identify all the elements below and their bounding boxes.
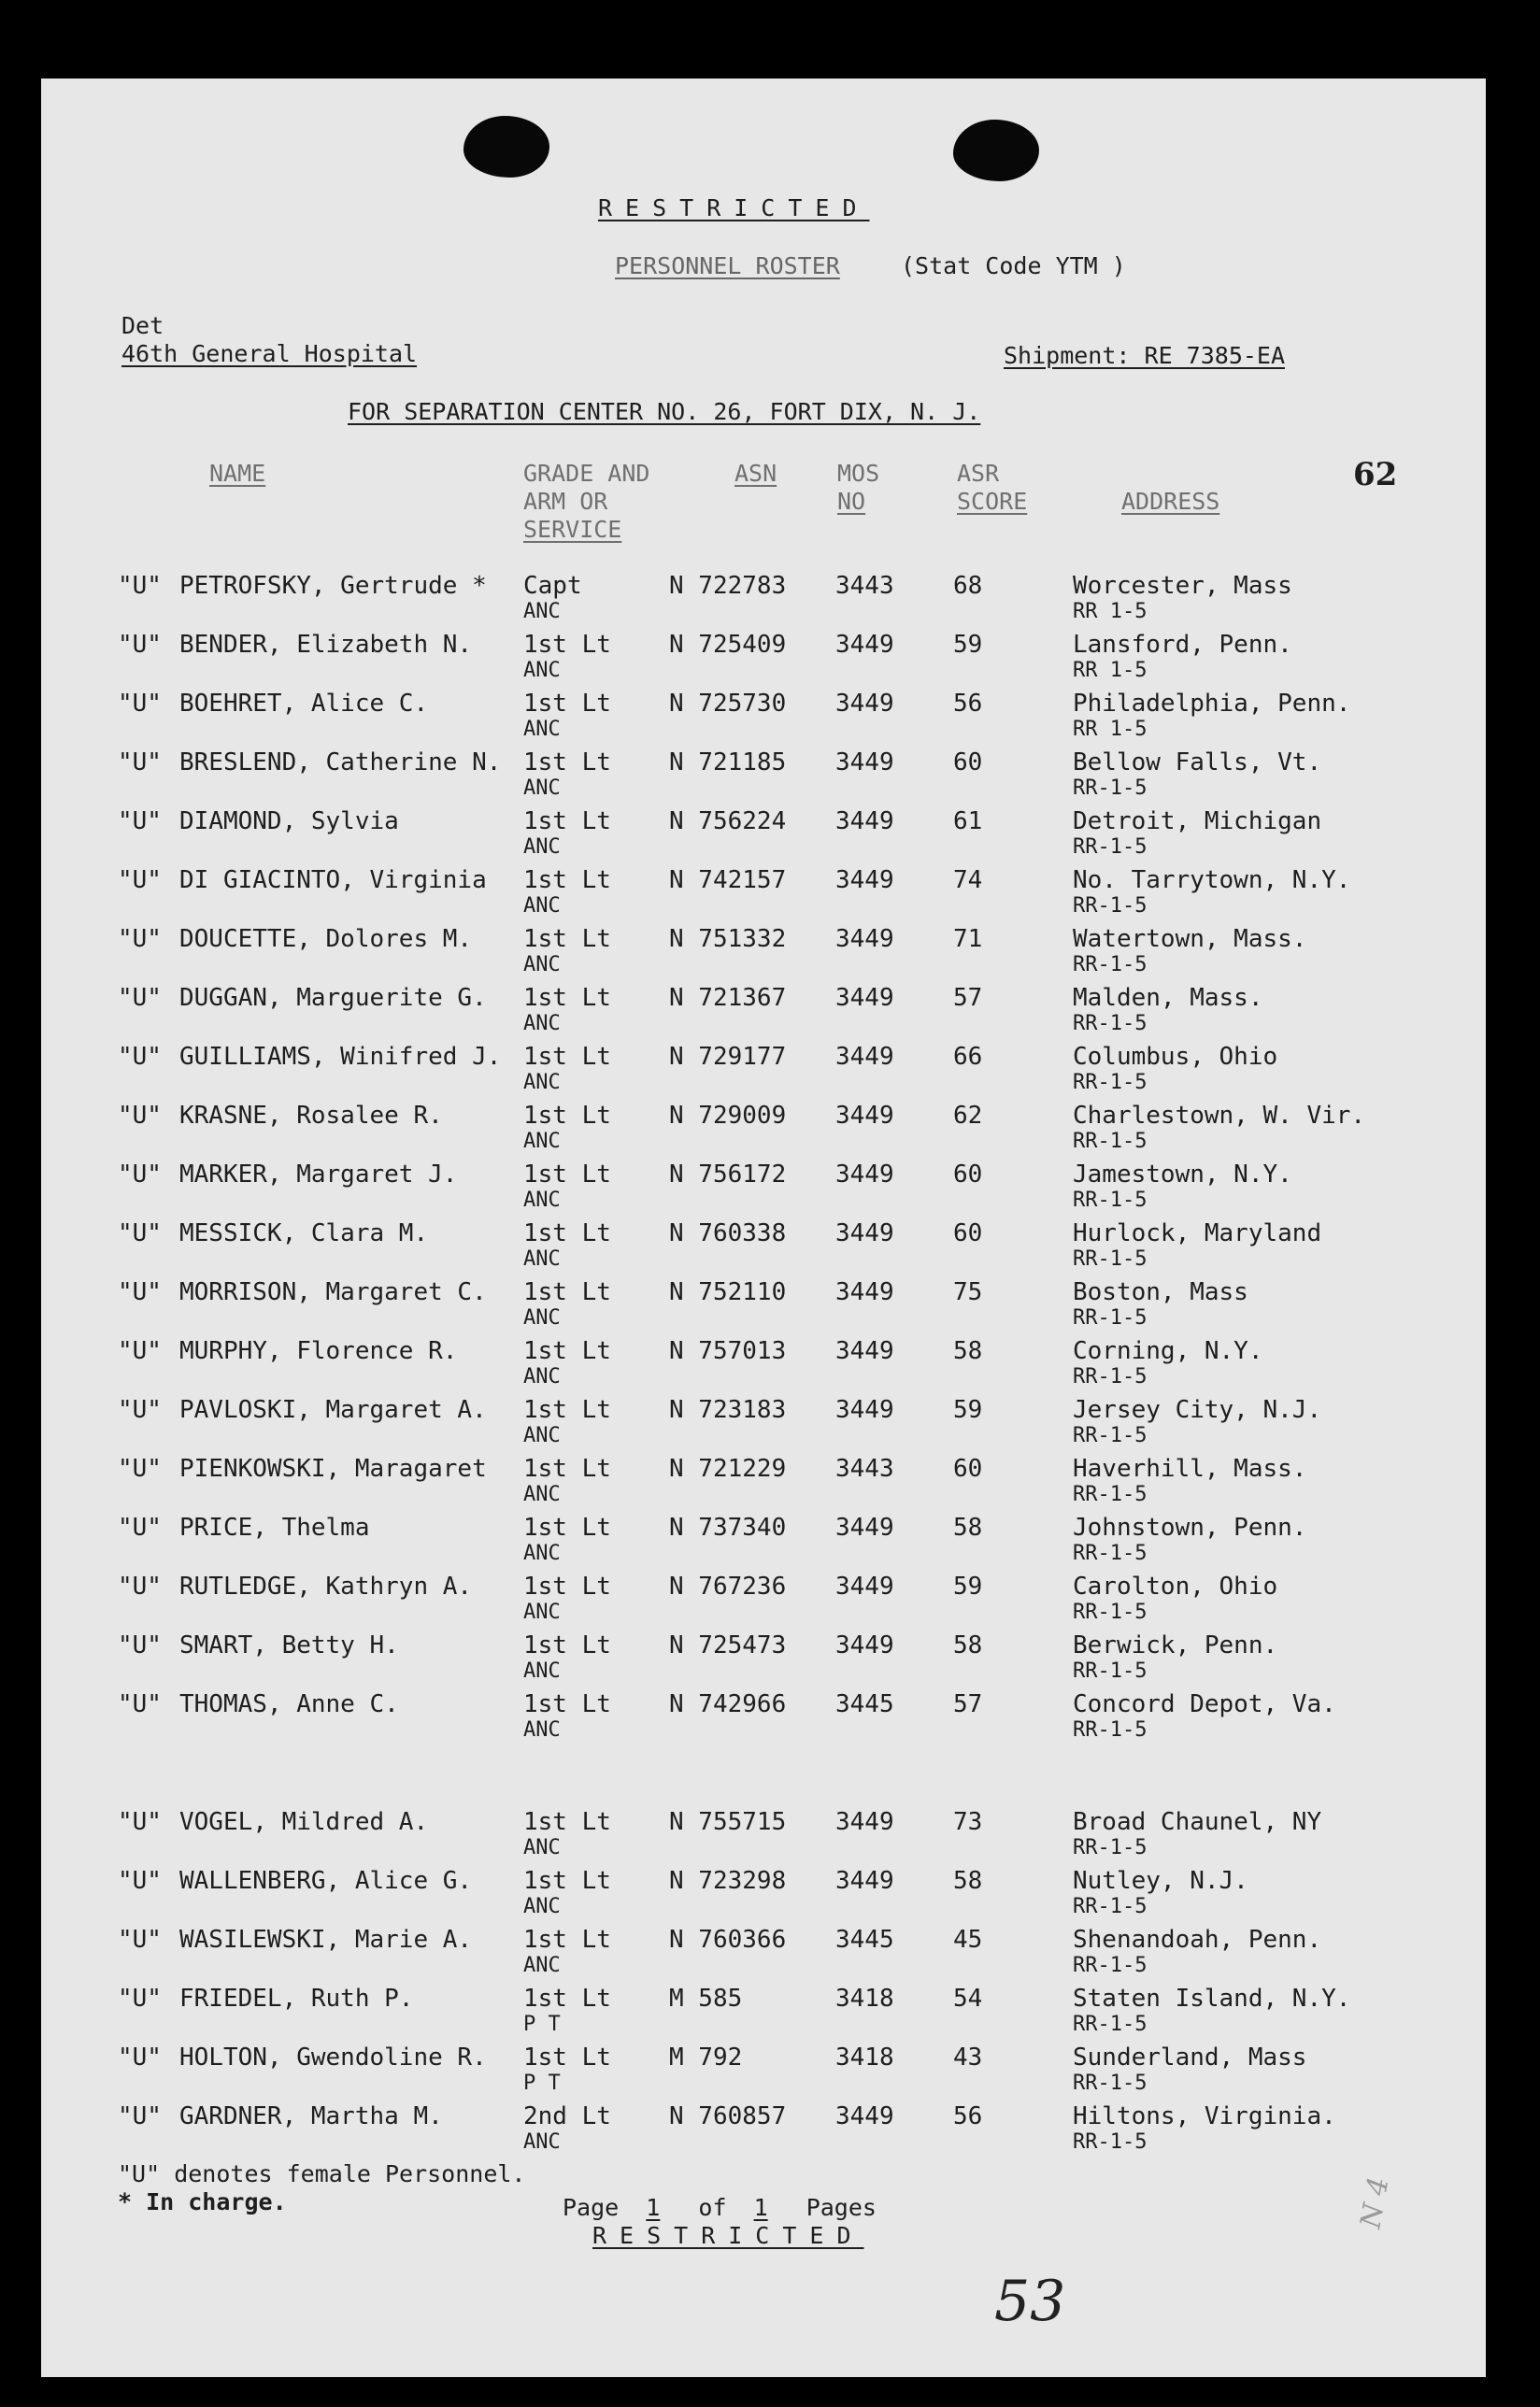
officer-address: Worcester, Mass (1073, 572, 1292, 600)
table-row (41, 1161, 1486, 1220)
officer-grade: Capt (523, 572, 582, 600)
officer-asn: N 767236 (669, 1573, 787, 1601)
officer-service: ANC (523, 1718, 561, 1742)
officer-name: RUTLEDGE, Kathryn A. (179, 1573, 473, 1601)
officer-asn: N 760366 (669, 1926, 787, 1954)
officer-service: ANC (523, 2130, 561, 2154)
row-flag: "U" (118, 1867, 162, 1895)
officer-asr-score: 58 (953, 1867, 983, 1895)
table-row (41, 1985, 1486, 2044)
page-indicator (563, 2194, 877, 2221)
officer-service: ANC (523, 659, 561, 682)
column-header-score: SCORE (957, 488, 1028, 515)
officer-asr-score: 57 (953, 984, 983, 1012)
officer-service: ANC (523, 835, 561, 859)
column-header-mos-no: NO (837, 488, 866, 515)
officer-rr-code: RR-1-5 (1073, 835, 1148, 859)
officer-mos: 3449 (835, 1102, 894, 1130)
row-flag: "U" (118, 1985, 162, 2013)
row-flag: "U" (118, 1514, 162, 1542)
officer-rr-code: RR-1-5 (1073, 776, 1148, 800)
pages-label: Pages (806, 2194, 877, 2221)
officer-service: ANC (523, 1012, 561, 1035)
officer-mos: 3449 (835, 1573, 894, 1601)
officer-grade: 1st Lt (523, 1396, 611, 1424)
roster-title: PERSONNEL ROSTER (615, 252, 840, 279)
officer-mos: 3449 (835, 1631, 894, 1659)
table-row (41, 1278, 1486, 1338)
officer-address: Haverhill, Mass. (1073, 1455, 1307, 1483)
officer-mos: 3443 (835, 1455, 894, 1483)
officer-asn: N 729009 (669, 1102, 787, 1130)
officer-mos: 3418 (835, 1985, 894, 2013)
page-total: 1 (753, 2194, 768, 2221)
officer-asn: N 723298 (669, 1867, 787, 1895)
column-header-address: ADDRESS (1121, 488, 1220, 515)
officer-address: No. Tarrytown, N.Y. (1073, 866, 1351, 894)
officer-service: ANC (523, 1483, 561, 1506)
row-flag: "U" (118, 1043, 162, 1071)
officer-address: Berwick, Penn. (1073, 1631, 1278, 1659)
officer-asr-score: 45 (953, 1926, 983, 1954)
row-flag: "U" (118, 1573, 162, 1601)
table-row (41, 807, 1486, 867)
stat-code: (Stat Code YTM ) (901, 252, 1126, 279)
officer-asn: M 792 (669, 2044, 743, 2072)
row-flag: "U" (118, 690, 162, 718)
table-row (41, 984, 1486, 1044)
officer-asn: N 752110 (669, 1278, 787, 1306)
officer-rr-code: RR-1-5 (1073, 953, 1148, 976)
row-flag: "U" (118, 631, 162, 659)
officer-grade: 1st Lt (523, 807, 611, 835)
page-stamp-number: 62 (1353, 456, 1398, 493)
table-row (41, 1455, 1486, 1515)
table-row (41, 1690, 1486, 1750)
officer-asr-score: 68 (953, 572, 983, 600)
officer-name: KRASNE, Rosalee R. (179, 1102, 443, 1130)
officer-grade: 1st Lt (523, 1808, 611, 1836)
officer-address: Hiltons, Virginia. (1073, 2102, 1336, 2130)
officer-address: Malden, Mass. (1073, 984, 1263, 1012)
officer-address: Carolton, Ohio (1073, 1573, 1278, 1601)
officer-rr-code: RR 1-5 (1073, 659, 1148, 682)
officer-mos: 3449 (835, 1396, 894, 1424)
officer-grade: 1st Lt (523, 1337, 611, 1365)
officer-grade: 1st Lt (523, 1161, 611, 1189)
officer-service: P T (523, 2072, 561, 2095)
officer-rr-code: RR-1-5 (1073, 894, 1148, 918)
table-row (41, 866, 1486, 926)
officer-address: Staten Island, N.Y. (1073, 1985, 1351, 2013)
officer-name: MORRISON, Margaret C. (179, 1278, 487, 1306)
shipment-number: Shipment: RE 7385-EA (1004, 342, 1286, 369)
officer-name: BRESLEND, Catherine N. (179, 748, 502, 776)
officer-mos: 3449 (835, 1219, 894, 1247)
officer-rr-code: RR 1-5 (1073, 600, 1148, 623)
officer-name: BENDER, Elizabeth N. (179, 631, 473, 659)
officer-asr-score: 60 (953, 1161, 983, 1189)
officer-name: HOLTON, Gwendoline R. (179, 2044, 487, 2072)
column-header-mos: MOS (837, 460, 880, 487)
officer-service: ANC (523, 718, 561, 741)
officer-grade: 1st Lt (523, 984, 611, 1012)
row-flag: "U" (118, 2044, 162, 2072)
officer-rr-code: RR-1-5 (1073, 1424, 1148, 1447)
officer-mos: 3449 (835, 807, 894, 835)
officer-name: VOGEL, Mildred A. (179, 1808, 429, 1836)
officer-asr-score: 59 (953, 1573, 983, 1601)
officer-asr-score: 66 (953, 1043, 983, 1071)
column-header-asn: ASN (734, 460, 777, 487)
officer-rr-code: RR-1-5 (1073, 1189, 1148, 1212)
officer-asn: N 756172 (669, 1161, 787, 1189)
row-flag: "U" (118, 866, 162, 894)
officer-rr-code: RR 1-5 (1073, 718, 1148, 741)
officer-asn: N 722783 (669, 572, 787, 600)
officer-address: Detroit, Michigan (1073, 807, 1322, 835)
officer-asn: N 751332 (669, 925, 787, 953)
officer-asr-score: 43 (953, 2044, 983, 2072)
officer-mos: 3418 (835, 2044, 894, 2072)
row-flag: "U" (118, 1808, 162, 1836)
officer-service: ANC (523, 894, 561, 918)
officer-asn: N 721367 (669, 984, 787, 1012)
officer-grade: 1st Lt (523, 631, 611, 659)
officer-rr-code: RR-1-5 (1073, 1483, 1148, 1506)
officer-grade: 2nd Lt (523, 2102, 611, 2130)
column-header-arm: ARM OR (523, 488, 608, 515)
officer-grade: 1st Lt (523, 866, 611, 894)
officer-name: DUGGAN, Marguerite G. (179, 984, 487, 1012)
officer-address: Corning, N.Y. (1073, 1337, 1263, 1365)
officer-grade: 1st Lt (523, 925, 611, 953)
officer-rr-code: RR-1-5 (1073, 1306, 1148, 1330)
officer-mos: 3449 (835, 1337, 894, 1365)
officer-rr-code: RR-1-5 (1073, 1130, 1148, 1153)
column-header-grade: GRADE AND (523, 460, 650, 487)
row-flag: "U" (118, 1396, 162, 1424)
officer-address: Philadelphia, Penn. (1073, 690, 1351, 718)
row-flag: "U" (118, 1219, 162, 1247)
officer-mos: 3449 (835, 1161, 894, 1189)
officer-asr-score: 56 (953, 2102, 983, 2130)
officer-asr-score: 58 (953, 1514, 983, 1542)
officer-service: ANC (523, 1130, 561, 1153)
officer-name: MESSICK, Clara M. (179, 1219, 429, 1247)
officer-service: ANC (523, 1189, 561, 1212)
officer-address: Jersey City, N.J. (1073, 1396, 1322, 1424)
officer-mos: 3449 (835, 866, 894, 894)
document-page (41, 78, 1486, 2377)
officer-mos: 3449 (835, 1043, 894, 1071)
officer-mos: 3449 (835, 1867, 894, 1895)
table-row (41, 1219, 1486, 1279)
classification-footer: RESTRICTED (592, 2222, 864, 2249)
officer-address: Shenandoah, Penn. (1073, 1926, 1322, 1954)
row-flag: "U" (118, 572, 162, 600)
table-row (41, 1043, 1486, 1103)
table-row (41, 748, 1486, 808)
officer-name: DI GIACINTO, Virginia (179, 866, 487, 894)
officer-address: Watertown, Mass. (1073, 925, 1307, 953)
officer-asr-score: 75 (953, 1278, 983, 1306)
officer-service: ANC (523, 1542, 561, 1565)
officer-rr-code: RR-1-5 (1073, 2072, 1148, 2095)
officer-name: PRICE, Thelma (179, 1514, 370, 1542)
officer-asr-score: 54 (953, 1985, 983, 2013)
officer-name: MARKER, Margaret J. (179, 1161, 458, 1189)
officer-rr-code: RR-1-5 (1073, 1836, 1148, 1859)
page-label: Page (563, 2194, 620, 2221)
officer-address: Johnstown, Penn. (1073, 1514, 1307, 1542)
officer-grade: 1st Lt (523, 1573, 611, 1601)
table-row (41, 1337, 1486, 1397)
officer-asr-score: 60 (953, 1455, 983, 1483)
officer-asn: N 725409 (669, 631, 787, 659)
officer-address: Sunderland, Mass (1073, 2044, 1307, 2072)
officer-service: ANC (523, 1424, 561, 1447)
officer-asr-score: 59 (953, 631, 983, 659)
officer-mos: 3449 (835, 748, 894, 776)
officer-address: Charlestown, W. Vir. (1073, 1102, 1366, 1130)
officer-service: ANC (523, 776, 561, 800)
officer-name: WALLENBERG, Alice G. (179, 1867, 473, 1895)
officer-address: Concord Depot, Va. (1073, 1690, 1336, 1718)
table-row (41, 572, 1486, 632)
table-row (41, 1867, 1486, 1927)
officer-asr-score: 61 (953, 807, 983, 835)
officer-asr-score: 58 (953, 1631, 983, 1659)
officer-grade: 1st Lt (523, 1043, 611, 1071)
officer-grade: 1st Lt (523, 748, 611, 776)
officer-rr-code: RR-1-5 (1073, 1365, 1148, 1389)
row-flag: "U" (118, 1926, 162, 1954)
row-flag: "U" (118, 1690, 162, 1718)
officer-service: ANC (523, 600, 561, 623)
row-flag: "U" (118, 807, 162, 835)
unit-line1: Det (121, 312, 164, 339)
officer-rr-code: RR-1-5 (1073, 1247, 1148, 1271)
row-flag: "U" (118, 748, 162, 776)
officer-service: ANC (523, 1954, 561, 1977)
officer-name: DOUCETTE, Dolores M. (179, 925, 473, 953)
officer-mos: 3449 (835, 984, 894, 1012)
destination-line: FOR SEPARATION CENTER NO. 26, FORT DIX, N. J. (348, 398, 981, 425)
officer-name: MURPHY, Florence R. (179, 1337, 458, 1365)
table-row (41, 1102, 1486, 1161)
officer-grade: 1st Lt (523, 1690, 611, 1718)
officer-grade: 1st Lt (523, 1455, 611, 1483)
officer-rr-code: RR-1-5 (1073, 1954, 1148, 1977)
officer-asn: N 755715 (669, 1808, 787, 1836)
officer-name: PAVLOSKI, Margaret A. (179, 1396, 487, 1424)
officer-mos: 3449 (835, 1514, 894, 1542)
officer-address: Bellow Falls, Vt. (1073, 748, 1322, 776)
officer-mos: 3449 (835, 1278, 894, 1306)
of-label: of (698, 2194, 727, 2221)
officer-asr-score: 56 (953, 690, 983, 718)
officer-address: Columbus, Ohio (1073, 1043, 1278, 1071)
officer-asr-score: 74 (953, 866, 983, 894)
row-flag: "U" (118, 1337, 162, 1365)
officer-asn: N 737340 (669, 1514, 787, 1542)
officer-grade: 1st Lt (523, 1926, 611, 1954)
officer-asn: N 760338 (669, 1219, 787, 1247)
officer-rr-code: RR-1-5 (1073, 1895, 1148, 1918)
officer-service: ANC (523, 1659, 561, 1683)
officer-address: Broad Chaunel, NY (1073, 1808, 1322, 1836)
officer-grade: 1st Lt (523, 1278, 611, 1306)
officer-name: SMART, Betty H. (179, 1631, 399, 1659)
officer-grade: 1st Lt (523, 2044, 611, 2072)
officer-name: THOMAS, Anne C. (179, 1690, 399, 1718)
officer-asn: M 585 (669, 1985, 743, 2013)
officer-asn: N 725730 (669, 690, 787, 718)
officer-grade: 1st Lt (523, 1985, 611, 2013)
officer-name: WASILEWSKI, Marie A. (179, 1926, 473, 1954)
table-row (41, 2102, 1486, 2162)
officer-address: Nutley, N.J. (1073, 1867, 1248, 1895)
officer-mos: 3445 (835, 1690, 894, 1718)
row-flag: "U" (118, 2102, 162, 2130)
officer-rr-code: RR-1-5 (1073, 1012, 1148, 1035)
officer-mos: 3445 (835, 1926, 894, 1954)
handwritten-number: 53 (994, 2269, 1066, 2334)
officer-rr-code: RR-1-5 (1073, 1659, 1148, 1683)
officer-mos: 3449 (835, 690, 894, 718)
row-flag: "U" (118, 1631, 162, 1659)
officer-grade: 1st Lt (523, 1102, 611, 1130)
officer-name: GUILLIAMS, Winifred J. (179, 1043, 502, 1071)
table-row (41, 1514, 1486, 1574)
officer-mos: 3449 (835, 925, 894, 953)
punch-hole (463, 116, 549, 178)
classification-header: RESTRICTED (598, 194, 870, 221)
page-number: 1 (646, 2194, 661, 2221)
margin-pencil-mark: N 4 (1354, 2174, 1396, 2231)
officer-address: Lansford, Penn. (1073, 631, 1292, 659)
officer-asn: N 721229 (669, 1455, 787, 1483)
officer-asn: N 757013 (669, 1337, 787, 1365)
officer-service: ANC (523, 1895, 561, 1918)
officer-asr-score: 71 (953, 925, 983, 953)
row-flag: "U" (118, 984, 162, 1012)
officer-service: ANC (523, 1247, 561, 1271)
unit-name: 46th General Hospital (121, 340, 418, 367)
officer-grade: 1st Lt (523, 1219, 611, 1247)
officer-asn: N 760857 (669, 2102, 787, 2130)
row-flag: "U" (118, 1161, 162, 1189)
row-flag: "U" (118, 1102, 162, 1130)
officer-name: BOEHRET, Alice C. (179, 690, 429, 718)
table-row (41, 1926, 1486, 1986)
officer-service: ANC (523, 1306, 561, 1330)
officer-name: GARDNER, Martha M. (179, 2102, 443, 2130)
officer-rr-code: RR-1-5 (1073, 2130, 1148, 2154)
column-header-name: NAME (209, 460, 266, 487)
officer-mos: 3443 (835, 572, 894, 600)
column-header-asr: ASR (957, 460, 1000, 487)
officer-service: ANC (523, 1836, 561, 1859)
table-row (41, 1631, 1486, 1691)
officer-grade: 1st Lt (523, 690, 611, 718)
officer-name: PIENKOWSKI, Maragaret (179, 1455, 487, 1483)
table-row (41, 1808, 1486, 1868)
officer-service: ANC (523, 953, 561, 976)
officer-rr-code: RR-1-5 (1073, 2013, 1148, 2036)
officer-asn: N 721185 (669, 748, 787, 776)
table-row (41, 1573, 1486, 1632)
table-row (41, 925, 1486, 985)
officer-asn: N 723183 (669, 1396, 787, 1424)
officer-grade: 1st Lt (523, 1867, 611, 1895)
officer-asr-score: 59 (953, 1396, 983, 1424)
column-header-service: SERVICE (523, 516, 622, 543)
officer-asn: N 742966 (669, 1690, 787, 1718)
officer-rr-code: RR-1-5 (1073, 1718, 1148, 1742)
officer-grade: 1st Lt (523, 1631, 611, 1659)
officer-mos: 3449 (835, 2102, 894, 2130)
row-flag: "U" (118, 1278, 162, 1306)
table-row (41, 2044, 1486, 2103)
officer-rr-code: RR-1-5 (1073, 1542, 1148, 1565)
officer-asn: N 756224 (669, 807, 787, 835)
officer-rr-code: RR-1-5 (1073, 1071, 1148, 1094)
officer-mos: 3449 (835, 1808, 894, 1836)
officer-address: Jamestown, N.Y. (1073, 1161, 1292, 1189)
officer-asn: N 725473 (669, 1631, 787, 1659)
punch-hole (953, 120, 1039, 181)
officer-asr-score: 62 (953, 1102, 983, 1130)
officer-name: FRIEDEL, Ruth P. (179, 1985, 414, 2013)
officer-service: ANC (523, 1071, 561, 1094)
row-flag: "U" (118, 925, 162, 953)
officer-rr-code: RR-1-5 (1073, 1601, 1148, 1624)
officer-grade: 1st Lt (523, 1514, 611, 1542)
officer-name: DIAMOND, Sylvia (179, 807, 399, 835)
officer-mos: 3449 (835, 631, 894, 659)
officer-service: ANC (523, 1601, 561, 1624)
officer-asr-score: 60 (953, 1219, 983, 1247)
officer-address: Hurlock, Maryland (1073, 1219, 1322, 1247)
officer-asn: N 742157 (669, 866, 787, 894)
in-charge-note: * In charge. (118, 2188, 287, 2215)
officer-name: PETROFSKY, Gertrude * (179, 572, 487, 600)
table-row (41, 631, 1486, 691)
row-flag: "U" (118, 1455, 162, 1483)
officer-asr-score: 57 (953, 1690, 983, 1718)
officer-asr-score: 60 (953, 748, 983, 776)
officer-asn: N 729177 (669, 1043, 787, 1071)
table-row (41, 1396, 1486, 1456)
officer-service: P T (523, 2013, 561, 2036)
officer-asr-score: 73 (953, 1808, 983, 1836)
officer-service: ANC (523, 1365, 561, 1389)
footer-note: "U" denotes female Personnel. (118, 2160, 526, 2187)
officer-address: Boston, Mass (1073, 1278, 1248, 1306)
officer-asr-score: 58 (953, 1337, 983, 1365)
table-row (41, 690, 1486, 749)
